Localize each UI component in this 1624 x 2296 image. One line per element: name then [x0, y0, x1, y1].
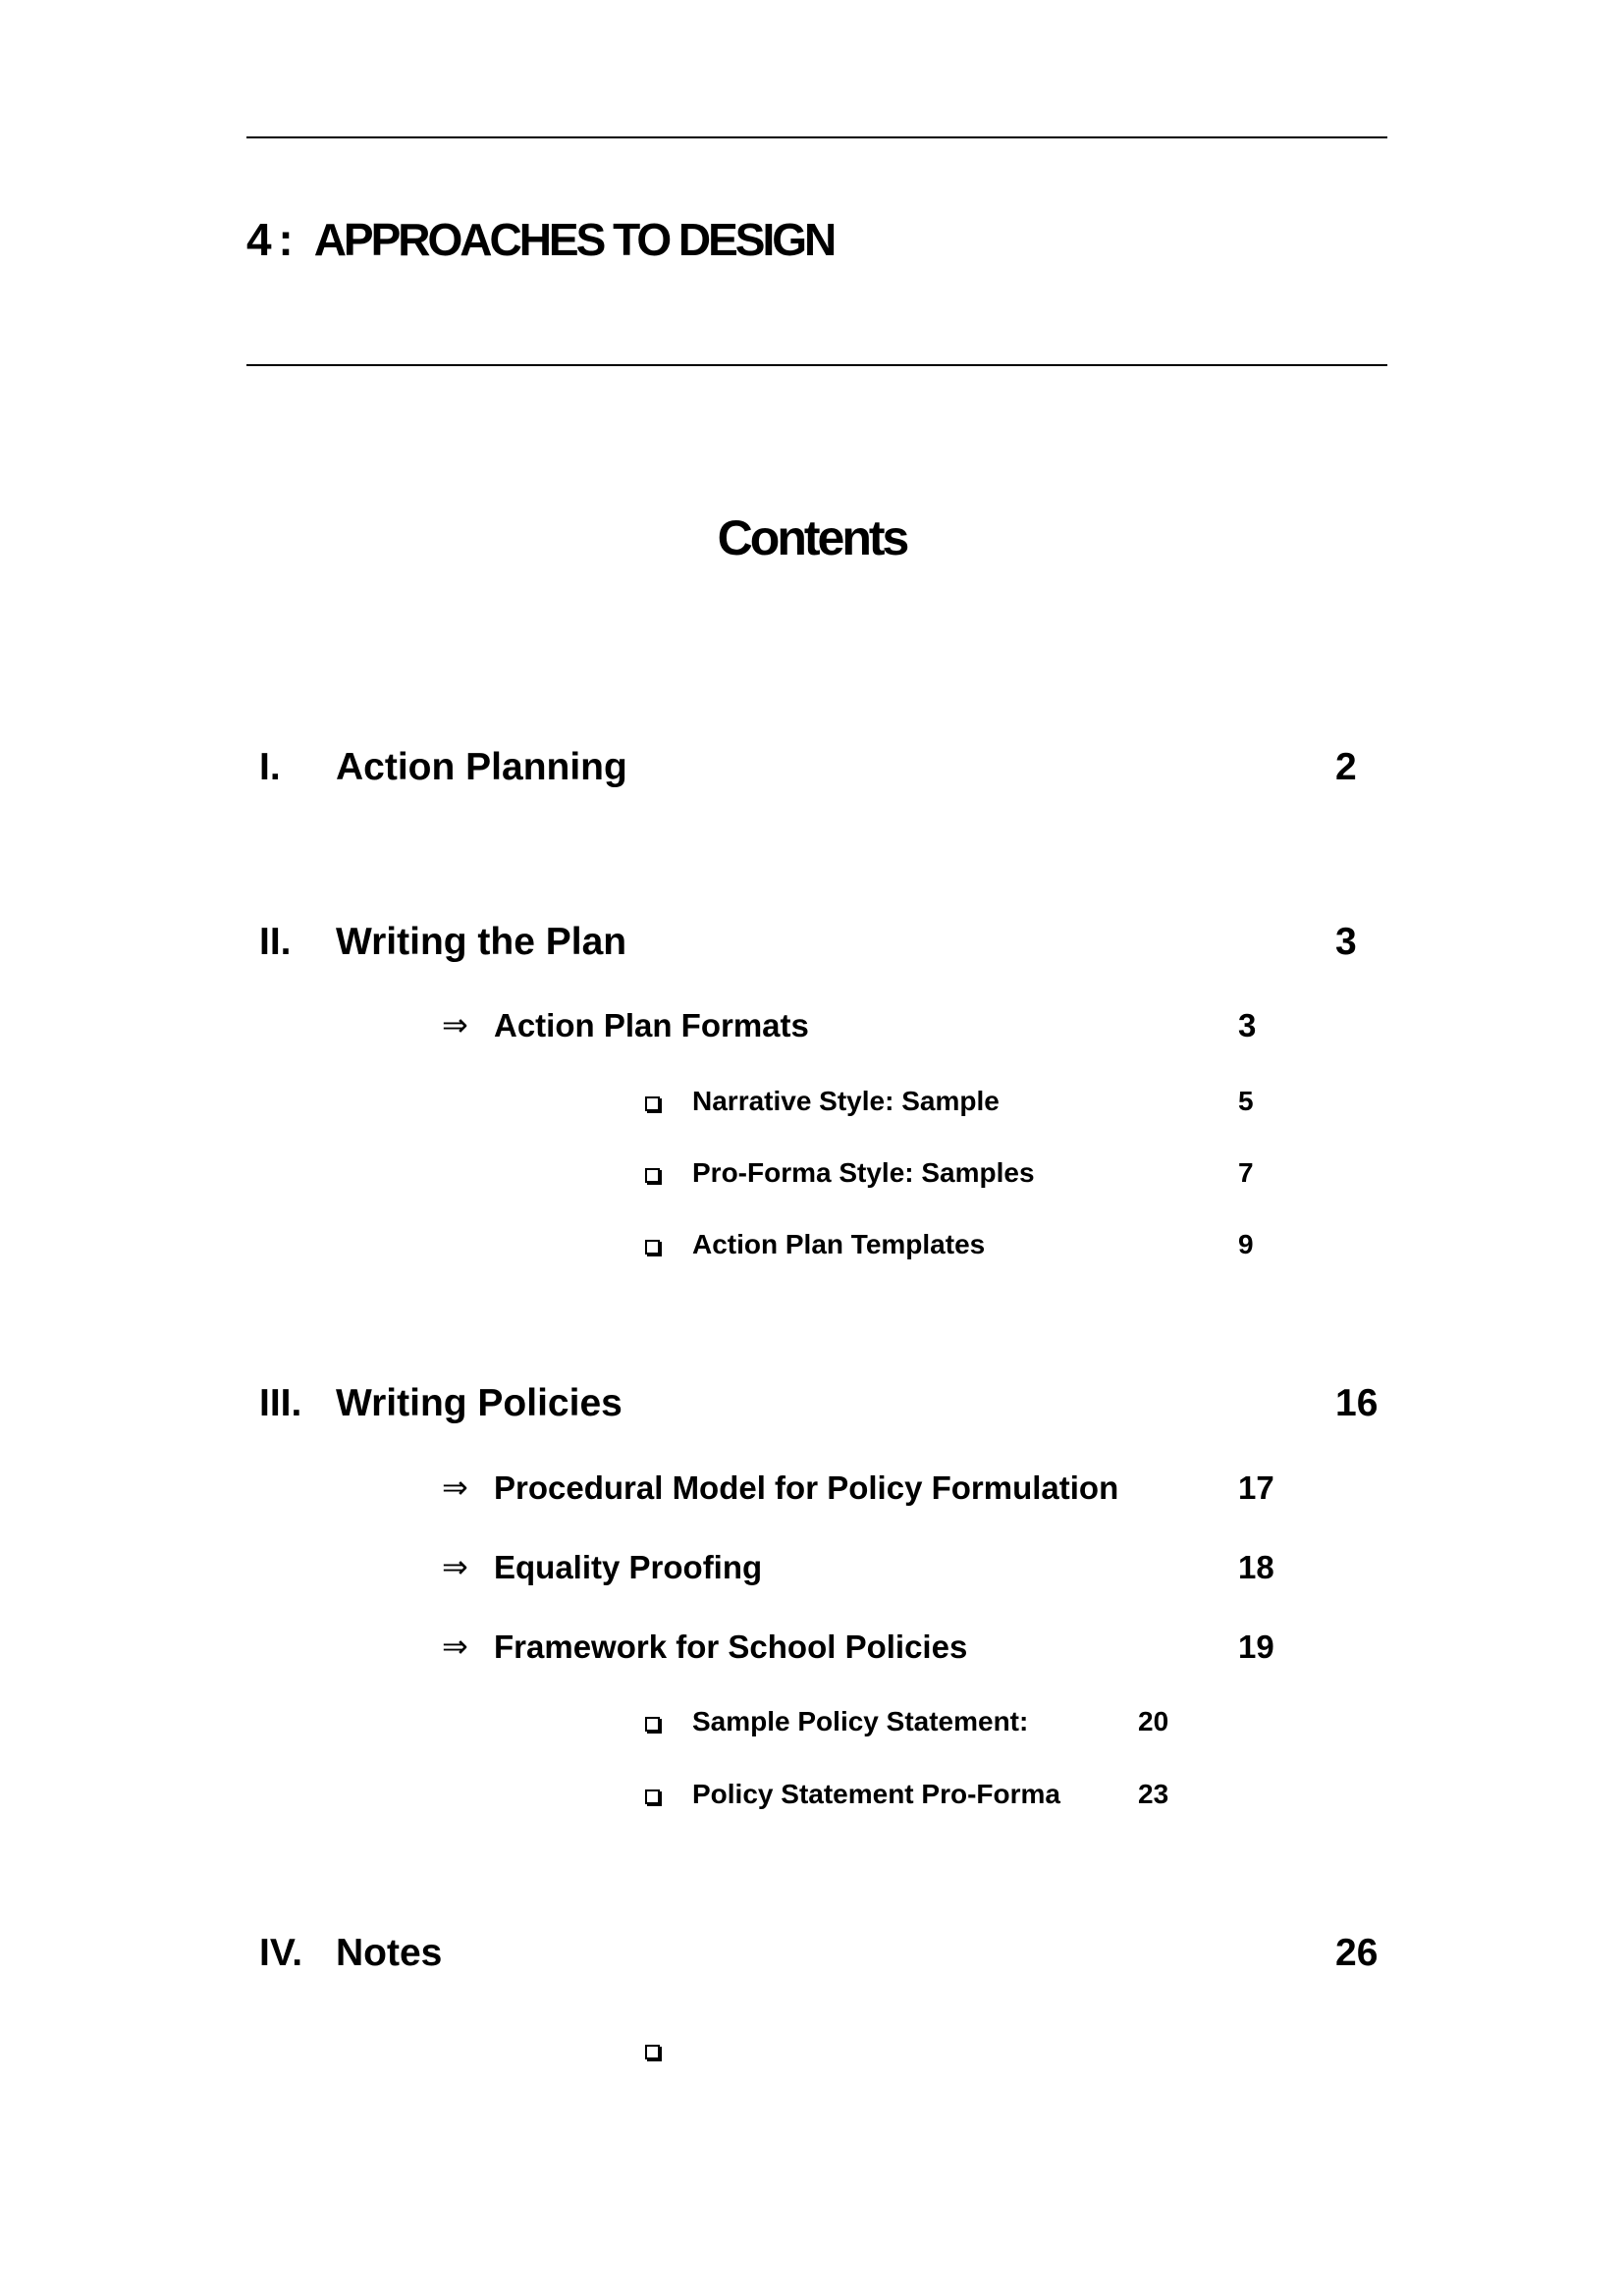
chapter-title	[246, 210, 834, 269]
section-page-number: 3	[1335, 921, 1357, 963]
subsection-label: Action Plan Formats	[494, 1007, 809, 1043]
checkbox-bullet-icon	[645, 1717, 660, 1732]
item-label: Policy Statement Pro-Forma	[692, 1779, 1060, 1809]
subsection-page-number: 17	[1238, 1469, 1274, 1506]
section-page-number: 26	[1335, 1932, 1379, 1974]
item-page-number: 5	[1238, 1086, 1254, 1116]
section-page-number: 2	[1335, 746, 1357, 788]
subsection-label: Equality Proofing	[494, 1549, 763, 1585]
item-label: Pro-Forma Style: Samples	[692, 1157, 1035, 1188]
item-page-number: 20	[1138, 1706, 1169, 1736]
section-label: Writing Policies	[336, 1382, 623, 1424]
bottom-divider	[246, 364, 1387, 366]
subsection-page-number: 18	[1238, 1549, 1274, 1585]
chapter-title-text: APPROACHES TO DESIGN	[313, 214, 835, 265]
section-label: Writing the Plan	[336, 921, 627, 963]
item-label: Narrative Style: Sample	[692, 1086, 1000, 1116]
checkbox-bullet-icon	[645, 1168, 660, 1183]
item-page-number: 7	[1238, 1157, 1254, 1188]
section-page-number: 16	[1335, 1382, 1379, 1424]
section-numeral: I.	[259, 746, 281, 788]
chapter-number: 4 :	[246, 214, 291, 265]
checkbox-bullet-icon	[645, 2045, 660, 2059]
contents-heading: Contents	[717, 510, 907, 565]
checkbox-bullet-icon	[645, 1096, 660, 1111]
checkbox-bullet-icon	[645, 1789, 660, 1804]
section-numeral: III.	[259, 1382, 302, 1424]
checkbox-bullet-icon	[645, 1240, 660, 1255]
section-numeral: IV.	[259, 1932, 303, 1974]
arrow-icon: ⇒	[442, 1628, 468, 1665]
subsection-label: Procedural Model for Policy Formulation	[494, 1469, 1119, 1506]
subsection-page-number: 3	[1238, 1007, 1257, 1043]
arrow-icon: ⇒	[442, 1548, 468, 1585]
arrow-icon: ⇒	[442, 1006, 468, 1043]
item-page-number: 23	[1138, 1779, 1169, 1809]
item-label: Sample Policy Statement:	[692, 1706, 1029, 1736]
arrow-icon: ⇒	[442, 1468, 468, 1506]
section-numeral: II.	[259, 921, 292, 963]
section-label: Action Planning	[336, 746, 627, 788]
section-label: Notes	[336, 1932, 443, 1974]
item-label: Action Plan Templates	[692, 1229, 986, 1259]
top-divider	[246, 136, 1387, 138]
item-page-number: 9	[1238, 1229, 1254, 1259]
subsection-page-number: 19	[1238, 1629, 1274, 1665]
subsection-label: Framework for School Policies	[494, 1629, 968, 1665]
